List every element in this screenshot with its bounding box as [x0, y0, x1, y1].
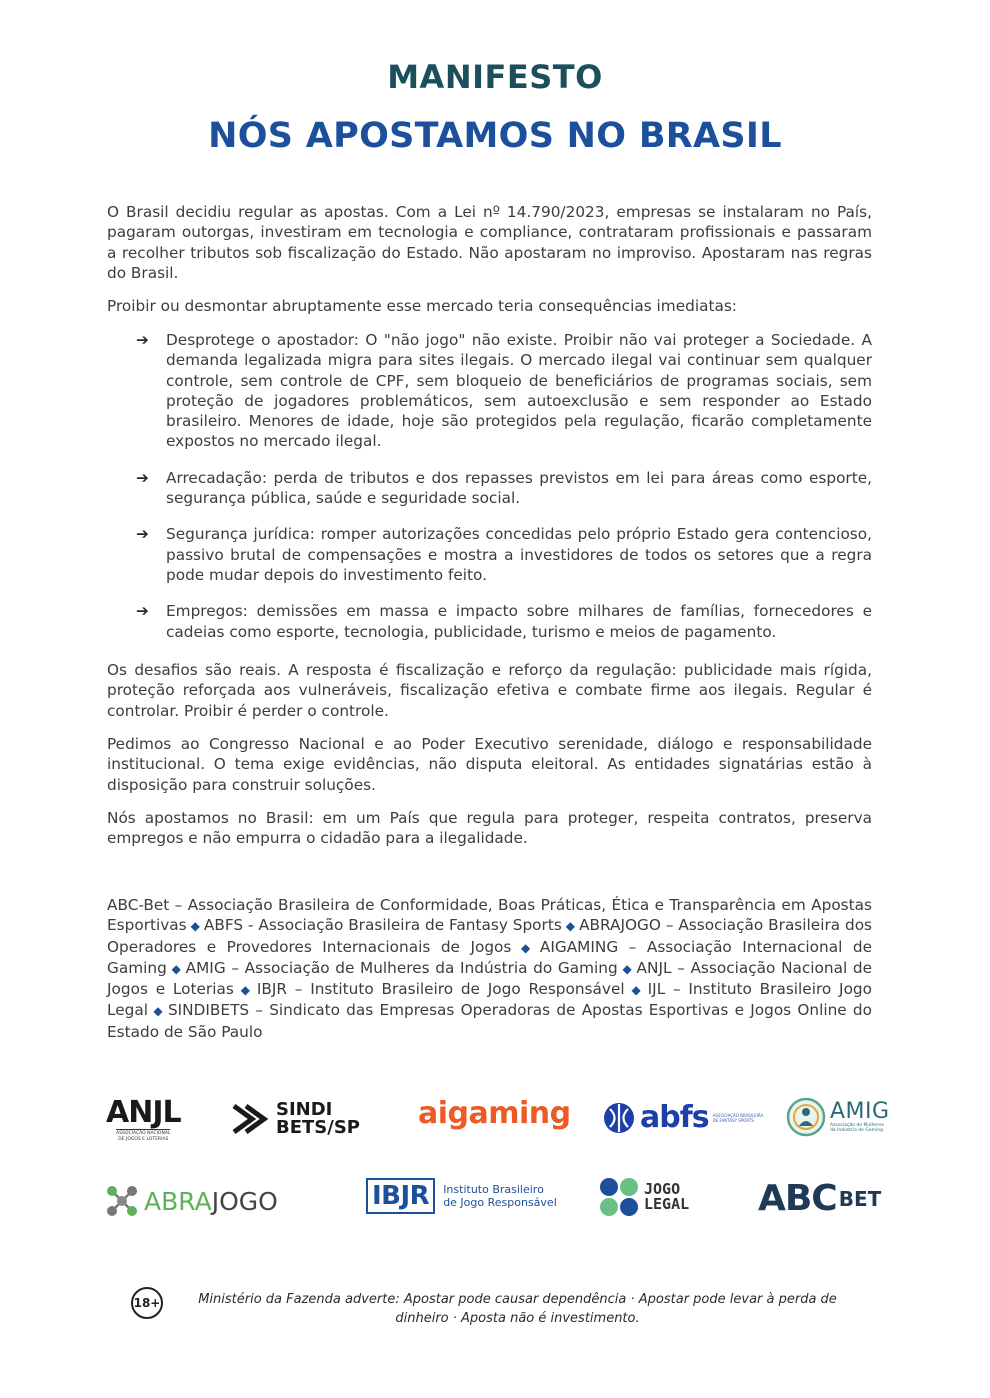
consequences-lead: Proibir ou desmontar abruptamente esse mercado teria consequências imediatas: [107, 297, 737, 315]
arrow-right-icon: ➔ [136, 602, 149, 621]
sindibets-arrow-icon [230, 1100, 270, 1138]
signatory: AMIG – Associação de Mulheres da Indústria do Gaming [185, 958, 618, 977]
amig-logo-word: AMIG [830, 1098, 890, 1124]
signatory: ABC-Bet – Associação Brasileira de Conformidade, Boas Práticas, Ética e Transparência em Apostas Esportivas [107, 896, 872, 935]
aigaming-logo [418, 1096, 571, 1131]
list-item [136, 524, 872, 585]
arrow-right-icon: ➔ [136, 331, 149, 349]
intro-paragraph: O Brasil decidiu regular as apostas. Com a Lei nº 14.790/2023, empresas se instalaram no País, pagaram outorgas, investiram em tecnologia e compliance, contrataram profissionais e passaram a recolher tributos sob fiscalização do Estado. Não apostaram no improviso. Apostaram nas regras do Brasil. [107, 203, 872, 282]
age-restriction-badge: 18+ [131, 1287, 163, 1319]
signatory: IJL – Instituto Brasileiro Jogo Legal [107, 980, 872, 1020]
consequences-list [136, 330, 872, 642]
abrajogo-word-abra: ABRA [144, 1186, 212, 1216]
amig-logo: AMIG Associação de Mulheres da Indústria de Gaming [786, 1097, 890, 1137]
list-item-text: Desprotege o apostador: O "não jogo" não existe. Proibir não vai proteger a Sociedade. A demanda legalizada migra para sites ilegais. O mercado ilegal vai continuar sem qualquer controle, sem controle de CPF, sem bloqueio de beneficiários de programas sociais, sem proteção de jogadores problemáticos, sem autoexclusão e sem responder ao Estado brasileiro. Menores de idade, hoje são protegidos pela regulação, ficarão completamente expostos no mercado ilegal. [166, 331, 872, 451]
diamond-icon: ◆ [565, 919, 576, 934]
abrajogo-logo [104, 1183, 278, 1219]
jogo-legal-line1: JOGO [644, 1180, 681, 1198]
signatories-list [107, 895, 872, 1042]
sindibets-line2: BETS/SP [276, 1117, 360, 1138]
signatory: ANJL – Associação Nacional de Jogos e Loterias [107, 958, 873, 999]
diamond-icon: ◆ [515, 940, 536, 955]
arrow-right-icon: ➔ [136, 525, 149, 544]
diamond-icon: ◆ [237, 983, 253, 998]
signatory: ABFS - Associação Brasileira de Fantasy Sports [203, 916, 562, 935]
diamond-icon: ◆ [152, 1004, 164, 1019]
request-paragraph: Pedimos ao Congresso Nacional e ao Poder Executivo serenidade, diálogo e responsabilidade institucional. O tema exige evidências, não disputa eleitoral. As entidades signatárias estão à disposição para construir soluções. [107, 735, 872, 794]
diamond-icon: ◆ [621, 961, 633, 976]
diamond-icon: ◆ [170, 961, 182, 976]
list-item [136, 330, 872, 452]
abc-bet-logo-suffix: BET [838, 1186, 882, 1211]
diamond-icon: ◆ [190, 919, 200, 934]
sindibets-line1: SINDI [276, 1099, 333, 1120]
jogo-legal-line2: LEGAL [644, 1195, 690, 1213]
signatory: ABRAJOGO – Associação Brasileira dos Operadores e Provedores Internacionais de Jogos [107, 916, 873, 956]
jogo-legal-clover-icon [598, 1176, 640, 1218]
gambling-warning: Ministério da Fazenda adverte: Apostar pode causar dependência · Apostar pode levar à perda de dinheiro · Aposta não é investimento. [198, 1292, 837, 1326]
list-item-text: Empregos: demissões em massa e impacto sobre milhares de famílias, fornecedores e cadeias como esporte, tecnologia, publicidade, turismo e meios de pagamento. [166, 602, 872, 641]
abfs-logo: abfs ASSOCIAÇÃO BRASILEIRA DE FANTASY SPORTS [602, 1100, 763, 1135]
abc-bet-logo-word: ABC [758, 1178, 837, 1219]
anjl-logo-subtitle: ASSOCIAÇÃO NACIONAL DE JOGOS E LOTERIAS [116, 1131, 171, 1142]
sindibets-logo [230, 1100, 360, 1138]
page-title: MANIFESTO [387, 58, 603, 96]
closing-paragraph: Nós apostamos no Brasil: em um País que regula para proteger, respeita contratos, preserva empregos e não empurra o cidadão para a ilegalidade. [107, 809, 872, 848]
list-item [136, 601, 872, 642]
list-item-text: Segurança jurídica: romper autorizações concedidas pelo próprio Estado gera contencioso, passivo brutal de compensações e mostra a investidores de todos os setores que a regra pode mudar depois do investimento feito. [166, 525, 872, 584]
abrajogo-molecule-icon [104, 1183, 140, 1219]
signatory: IBJR – Instituto Brasileiro de Jogo Responsável [256, 980, 625, 999]
ibjr-logo-word: IBJR [366, 1178, 435, 1214]
anjl-logo [106, 1095, 181, 1143]
ibjr-line2: de Jogo Responsável [443, 1196, 557, 1209]
jogo-legal-logo [598, 1176, 689, 1218]
anjl-logo-word: ANJL [106, 1095, 181, 1130]
signatory: SINDIBETS – Sindicato das Empresas Operadoras de Apostas Esportivas e Jogos Online do Estado de São Paulo [107, 1001, 872, 1041]
signatory: AIGAMING – Associação Internacional de Gaming [107, 937, 872, 977]
page-subtitle: NÓS APOSTAMOS NO BRASIL [208, 116, 782, 156]
abfs-ball-icon [602, 1101, 636, 1135]
list-item [136, 468, 872, 509]
abfs-logo-word: abfs [640, 1100, 709, 1135]
challenges-paragraph: Os desafios são reais. A resposta é fiscalização e reforço da regulação: publicidade mais rígida, proteção reforçada aos vulneráveis, fiscalização efetiva e combate firme aos ilegais. Regular é controlar. Proibir é perder o controle. [107, 661, 872, 720]
ibjr-line1: Instituto Brasileiro [443, 1183, 544, 1196]
diamond-icon: ◆ [628, 983, 644, 998]
abrajogo-word-jogo: JOGO [211, 1186, 278, 1216]
abc-bet-logo [758, 1178, 881, 1219]
list-item-text: Arrecadação: perda de tributos e dos repasses previstos em lei para áreas como esporte, segurança pública, saúde e seguridade social. [166, 468, 872, 508]
amig-emblem-icon [786, 1097, 826, 1137]
arrow-right-icon: ➔ [136, 468, 149, 487]
ibjr-logo [366, 1178, 557, 1214]
aigaming-logo-word: aigaming [418, 1096, 571, 1131]
